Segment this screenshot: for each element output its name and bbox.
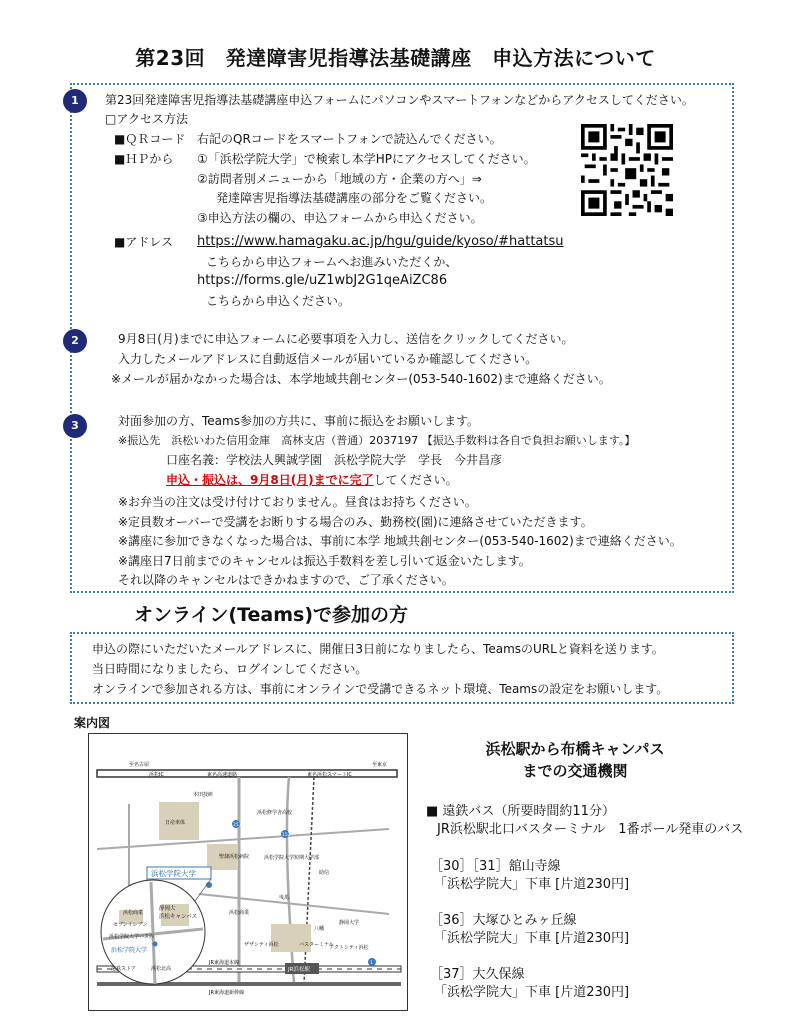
map-place-11: 八幡 [314,926,325,932]
online-heading: オンライン(Teams)で参加の方 [134,604,409,626]
map-route-152: 152 [282,833,291,838]
map-highway: 東名高速道路 [207,772,238,778]
step-3-deadline: 申込・振込は、9月8日(月)までに完了してください。 [166,473,458,487]
step-2-line-3: ※メールが届かなかった場合は、本学地域共創センター(053-540-1602)まで連絡ください。 [111,372,611,386]
step-3-line-1: 対面参加の方、Teams参加の方共に、事前に振込をお願いします。 [118,414,480,428]
url-forms-link[interactable]: https://forms.gle/uZ1wbJ2G1qeAiZC86 [197,273,448,288]
map-place-10: 曳馬 [279,895,290,901]
bus-heading: ■ 遠鉄バス（所要時間約11分） [426,804,615,819]
map-jr: JR東海道本線 [209,960,239,966]
url2-note: こちらから申込ください。 [206,294,351,308]
deadline-highlight: 申込・振込は、9月8日(月)までに完了 [166,473,374,487]
map-ic-mid: 東名浜松スマートIC [307,772,352,778]
map-inset-5: 遠鉄ストア [111,966,136,972]
step-3-badge: 3 [63,414,87,438]
step-2-line-1: 9月8日(月)までに申込フォームに必要事項を入力し、送信をクリックしてください。 [118,332,574,346]
map-jr-station: JR浜松駅 [288,967,310,973]
route-1-stop: 「浜松学院大」下車 [片道230円] [434,877,630,892]
step-3-bank: ※振込先 浜松いわた信用金庫 高林支店（普通）2037197 【振込手数料は各自で負担お願いします。】 [118,434,636,447]
map-place-9: バスターミナル [299,942,334,948]
online-line-2: 当日時間になりましたら、ログインしてください。 [92,662,368,676]
step-3-note-4: ※講座日7日前までのキャンセルは振込手数料を差し引いて返金いたします。 [118,554,531,568]
map-ic-left: 浜松IC [149,772,164,778]
url-hamagaku-link[interactable]: https://www.hamagaku.ac.jp/hgu/guide/kyoso/#hattatsu [197,234,564,249]
route-2-stop: 「浜松学院大」下車 [片道230円] [434,931,630,946]
route-2-line: ［36］大塚ひとみヶ丘線 [430,913,577,928]
step-2-badge: 2 [63,329,87,353]
page-title: 第23回 発達障害児指導法基礎講座 申込方法について [135,46,656,70]
map-place-3: 浜松修学舎高校 [257,810,293,816]
step-1-intro: 第23回発達障害児指導法基礎講座申込フォームにパソコンやスマートフォンなどからアクセスしてください。 [105,93,694,107]
online-line-3: オンラインで参加される方は、事前にオンラインで受講できるネット環境、Teamsの設定をお願いします。 [92,682,669,696]
map-place-6: 浜松学院大学短期大学部 [264,855,320,861]
map-univ-label: 浜松学院大学 [151,869,196,878]
address-label: ■アドレス [114,235,173,249]
map-place-3b: 浜松商業 [229,910,250,916]
step-3-note-2: ※定員数オーバーで受講をお断りする場合のみ、勤務校(園)に連絡させていただきます。 [118,515,593,529]
hp-step-2b: 発達障害児指導法基礎講座の部分をご覧ください。 [216,191,493,205]
map-place-2: 日産車体 [165,820,186,826]
online-line-1: 申込の際にいただいたメールアドレスに、開催日3日前になりましたら、TeamsのURLと資料を送ります。 [92,642,664,656]
step-3-note-5: それ以降のキャンセルはできかねますので、ご了承ください。 [118,573,454,587]
map-route-257: 257 [233,823,242,828]
qr-text: 右記のQRコードをスマートフォンで読込んでください。 [197,132,502,146]
map-drawing [89,734,408,1011]
map-inset-6: 浜松北高 [151,966,172,972]
map-far-left: 至名古屋 [129,762,150,768]
route-3-stop: 「浜松学院大」下車 [片道230円] [434,985,630,1000]
access-heading: □アクセス方法 [105,112,188,126]
qr-label: ■ＱＲコード [114,132,186,146]
url1-note: こちらから申込フォームへお進みいただくか、 [206,255,458,269]
step-1-badge: 1 [63,89,87,113]
map-place-7: ザザシティ浜松 [244,942,279,948]
map-shinkansen: JR東海道新幹線 [209,990,244,996]
map-place-1: 本田技研 [193,792,214,798]
map-inset-2: 浜松キャンパス [159,914,198,920]
step-3-note-1: ※お弁当の注文は受け付けておりません。昼食はお持ちください。 [118,495,477,509]
step-3-account: 口座名義：学校法人興誠学園 浜松学院大学 学長 今井昌彦 [166,453,503,467]
step-2-line-2: 入力したメールアドレスに自動返信メールが届いているか確認してください。 [118,352,538,366]
hp-label: ■ＨＰから [114,152,174,166]
map-inset-4: 浜松学院大学バス停 [109,934,155,940]
route-3-line: ［37］大久保線 [430,967,525,982]
map-inset-8: 浜松商業 [123,910,144,916]
map-place-8: アクトシティ浜松 [329,945,369,951]
map-inset-7: 浜松学院大学 [111,947,148,954]
map-place-5: 静岡大学 [339,920,360,926]
map-far-right: 至東京 [372,762,388,768]
hp-step-2: ②訪問者別メニューから「地域の方・企業の方へ」⇒ [197,172,482,186]
bus-sub: JR浜松駅北口バスターミナル 1番ポール発車のバス [437,822,744,837]
qr-code-icon [581,124,673,216]
hp-step-1: ①「浜松学院大学」で検索し本学HPにアクセスしてください。 [197,152,536,166]
transport-title: 浜松駅から布橋キャンパス までの交通機関 [485,740,665,780]
map-inset-1: 静岡大 [159,906,176,912]
access-map [88,733,408,1011]
map-label: 案内図 [74,716,111,730]
step-3-note-3: ※講座に参加できなくなった場合は、事前に本学 地域共創センター(053-540-1602)まで連絡ください。 [118,534,682,548]
hp-step-3: ③申込方法の欄の、申込フォームから申込ください。 [197,211,483,225]
map-route-1: 1 [370,961,373,966]
map-place-12: 助信 [319,870,330,876]
route-1-line: ［30］［31］舘山寺線 [430,859,561,874]
map-inset-3: セブンイレブン [113,922,148,928]
map-place-4: 聖隷浜松病院 [219,854,250,860]
